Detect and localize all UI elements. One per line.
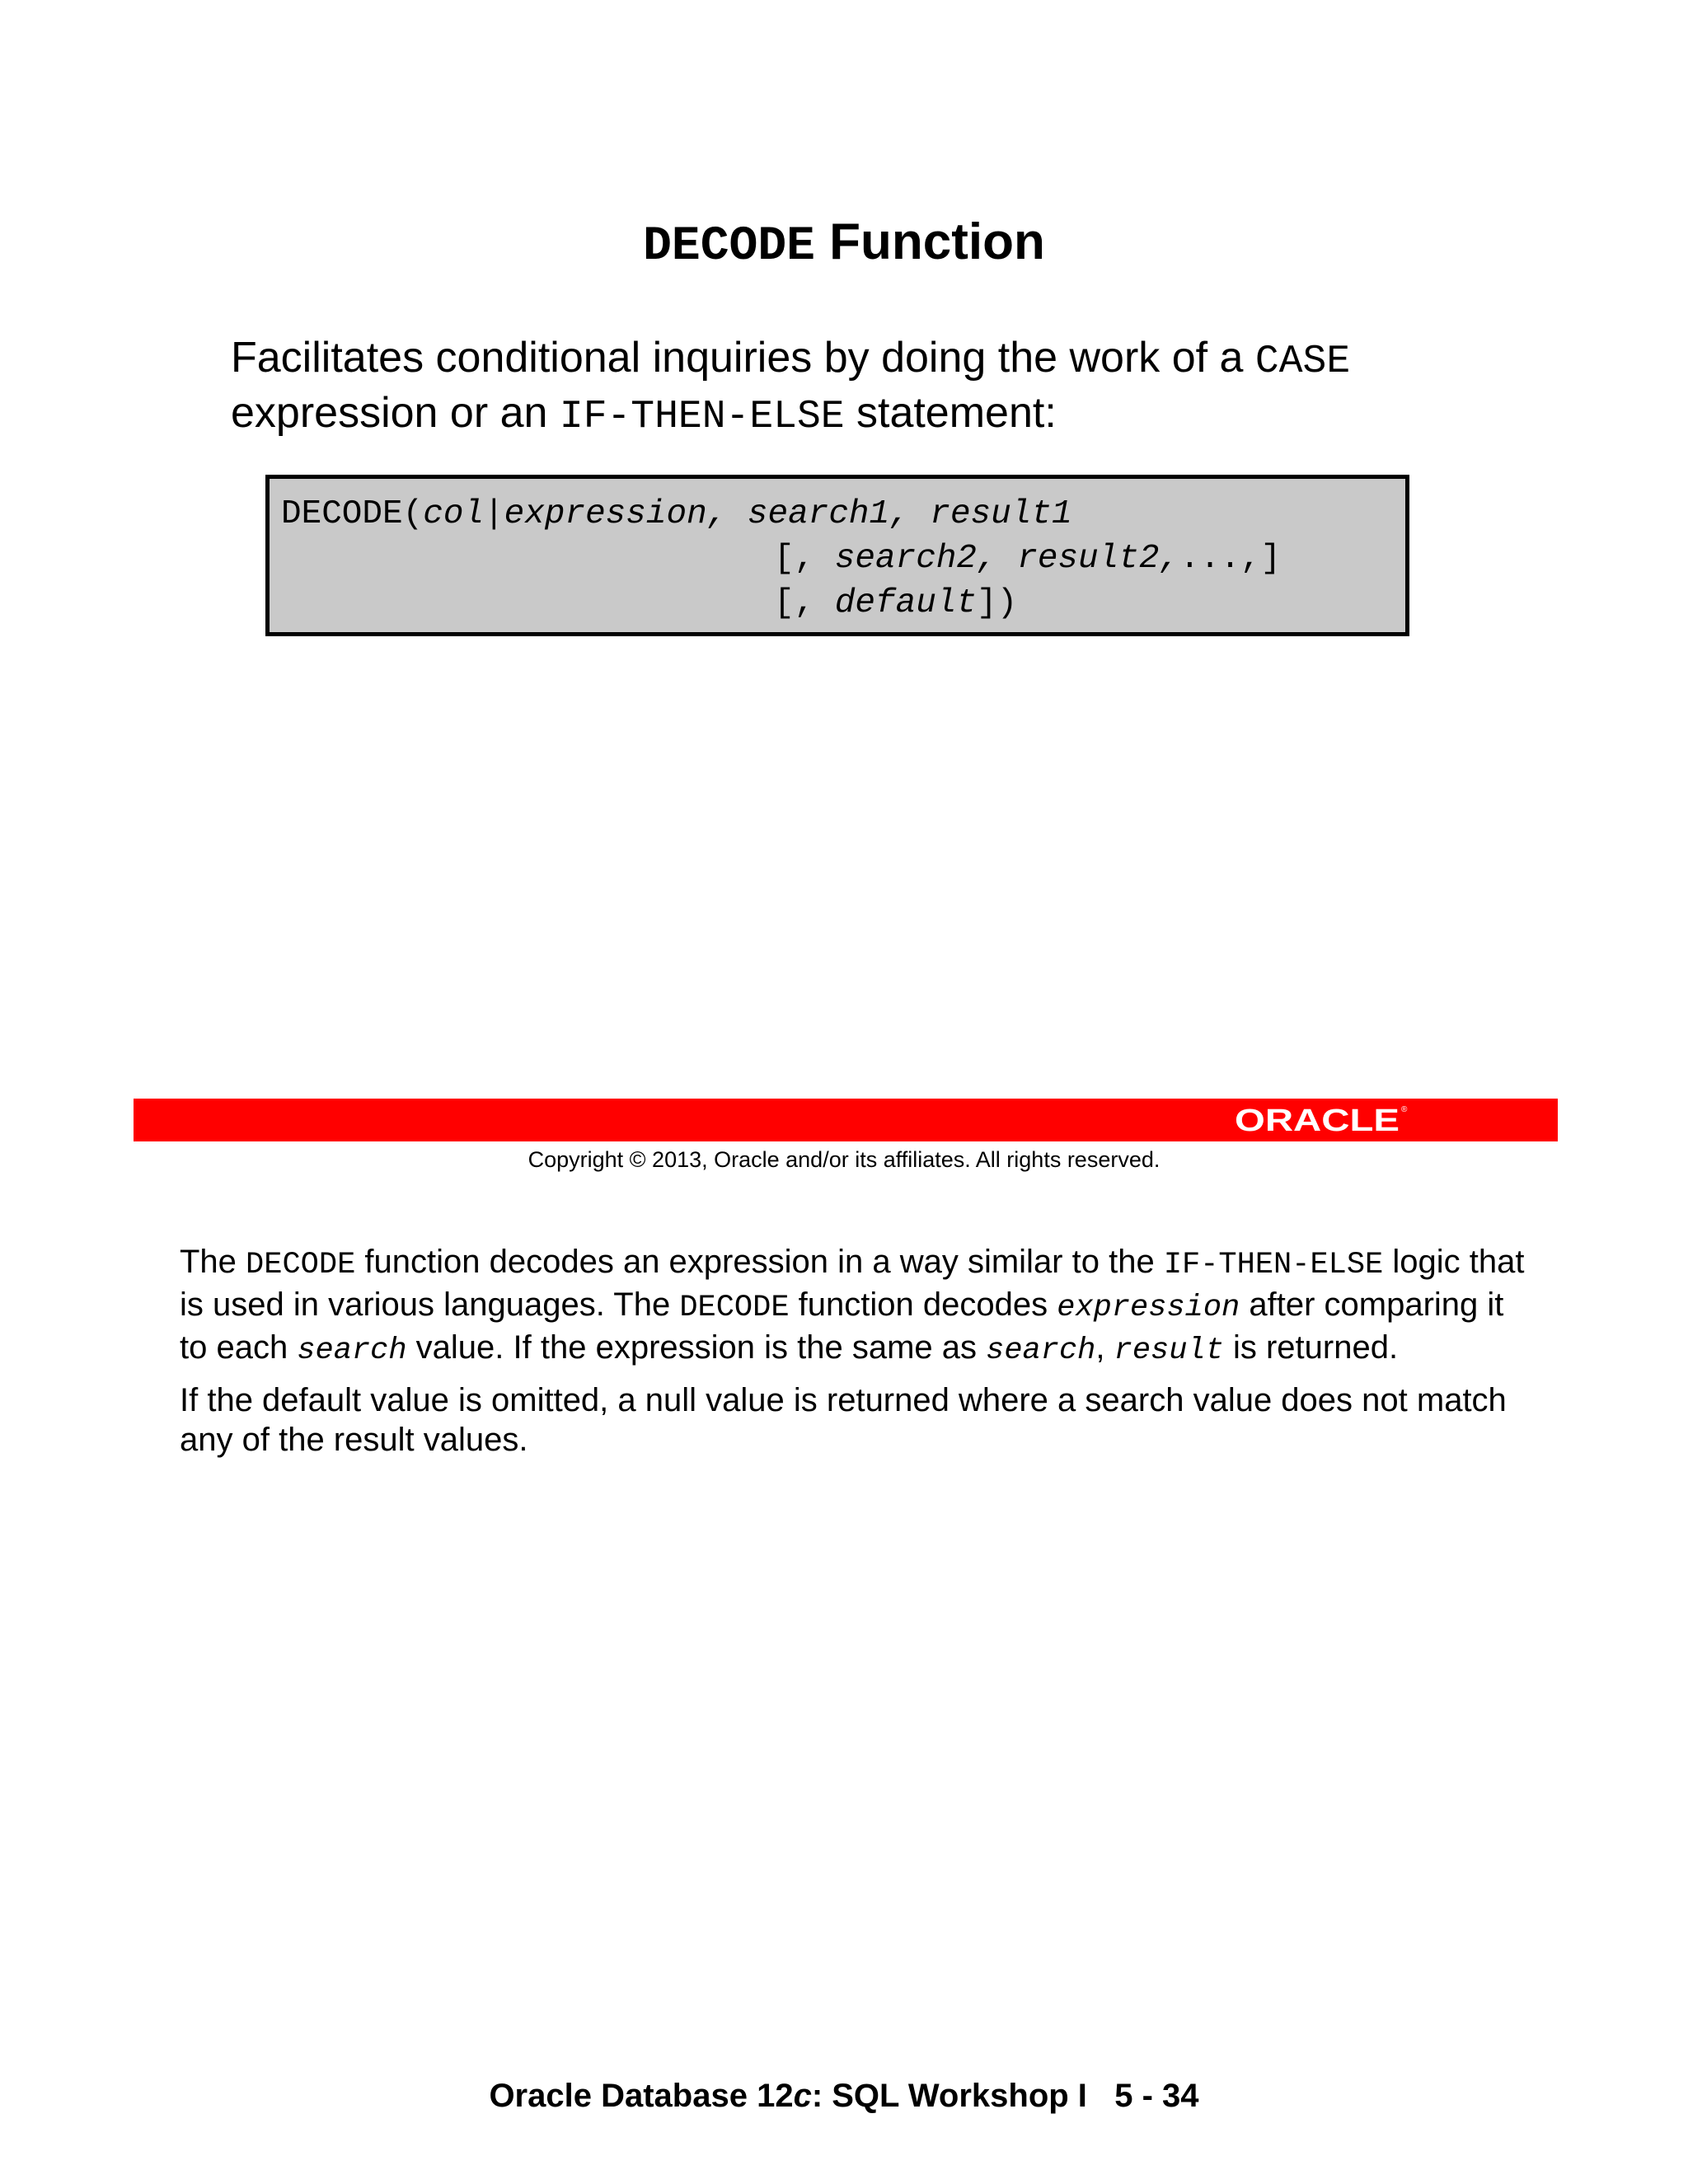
syntax-token: | xyxy=(484,495,504,533)
intro-part: statement: xyxy=(844,389,1057,437)
intro-code-case: CASE xyxy=(1254,340,1351,384)
registered-mark: ® xyxy=(1401,1105,1408,1114)
notes-code: result xyxy=(1114,1333,1224,1368)
notes-paragraph-2: If the default value is omitted, a null value is returned where a search value does not match any of the result values. xyxy=(180,1382,1507,1458)
notes-body xyxy=(180,1242,1531,1469)
syntax-line-1 xyxy=(281,494,1072,535)
syntax-box xyxy=(265,475,1409,636)
syntax-line-3 xyxy=(774,583,1017,624)
slide-title xyxy=(0,209,1688,280)
oracle-logo-text: ORACLE xyxy=(1235,1104,1400,1137)
notes-paragraph-1 xyxy=(180,1242,1531,1371)
intro-text xyxy=(231,332,1517,443)
copyright-notice: Copyright © 2013, Oracle and/or its affiliates. All rights reserved. xyxy=(528,1147,1160,1172)
syntax-token: expression, search1, result1 xyxy=(504,495,1072,533)
syntax-token: [, xyxy=(774,540,835,578)
notes-code: expression xyxy=(1057,1291,1240,1325)
notes-code: search xyxy=(297,1333,407,1368)
syntax-line-2 xyxy=(774,538,1281,579)
notes-part: function decodes an expression in a way similar to the xyxy=(355,1244,1164,1280)
oracle-logo xyxy=(1235,1104,1409,1137)
syntax-token: search2, result2, xyxy=(834,540,1180,578)
syntax-token: [, xyxy=(774,584,835,622)
notes-part: , xyxy=(1095,1329,1114,1366)
syntax-token: ...,] xyxy=(1179,540,1282,578)
intro-part: Facilitates conditional inquiries by doing the work of a xyxy=(231,334,1255,382)
footer-part: : SQL Workshop I 5 - 34 xyxy=(811,2078,1199,2114)
notes-part: is returned. xyxy=(1223,1329,1399,1366)
syntax-token: default xyxy=(834,584,978,622)
intro-code-if-then-else: IF-THEN-ELSE xyxy=(559,395,845,439)
syntax-token: ]) xyxy=(977,584,1018,622)
notes-code: IF-THEN-ELSE xyxy=(1163,1248,1384,1282)
footer-part: Oracle Database 12 xyxy=(489,2078,794,2114)
notes-code: DECODE xyxy=(679,1291,790,1325)
title-code: DECODE xyxy=(643,219,815,274)
notes-part: logic that is used in various languages. The xyxy=(180,1244,1525,1323)
title-text: Function xyxy=(814,213,1045,270)
notes-code: DECODE xyxy=(246,1248,356,1282)
notes-part: function decodes xyxy=(789,1286,1057,1323)
page-footer xyxy=(0,2075,1688,2116)
syntax-token: col xyxy=(423,495,485,533)
intro-part: expression or an xyxy=(231,389,560,437)
notes-part: after comparing it to each xyxy=(180,1286,1504,1366)
footer-part: c xyxy=(793,2078,812,2114)
notes-part: value. If the expression is the same as xyxy=(406,1329,987,1366)
syntax-token: DECODE( xyxy=(281,495,424,533)
notes-part: The xyxy=(180,1244,246,1280)
notes-code: search xyxy=(986,1333,1096,1368)
